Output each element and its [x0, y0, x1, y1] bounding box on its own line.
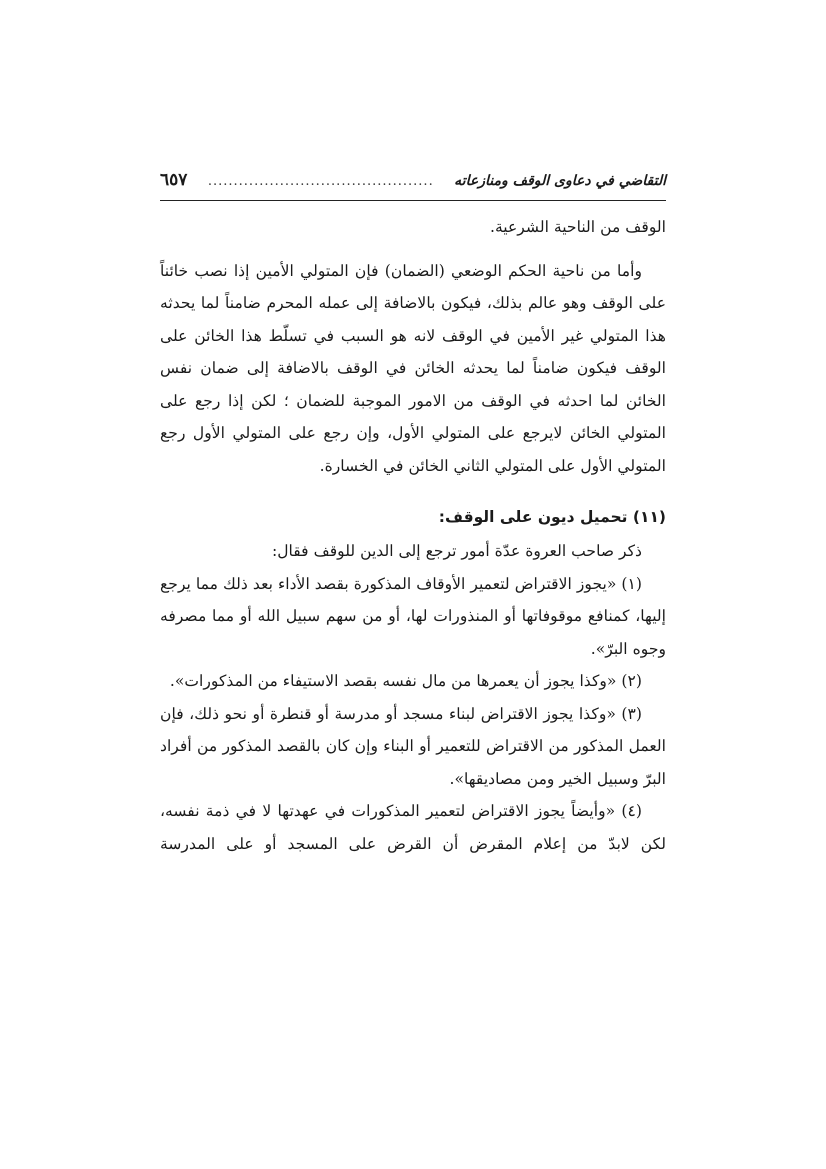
- section-heading: (١١) تحميل ديون على الوقف:: [438, 508, 666, 526]
- page-number: ٦٥٧: [160, 170, 188, 190]
- paragraph-gap: [160, 244, 666, 255]
- paragraph-liability: وأما من ناحية الحكم الوضعي (الضمان) فإن المتولي الأمين إذا نصب خائناً على الوقف وهو عالم بذلك، فيكون بالاضافة إلى عمله المحرم ضامناً لما يحدثه هذا المتولي غير الأمين في الوقف لانه هو السبب في تسلّط هذا الخائن على الوقف فيكون ضامناً لما يحدثه الخائن في الوقف بالاضافة إلى ضمان نفس الخائن لما احدثه في الوقف من الامور الموجبة للضمان ؛ لكن إذا رجع على المتولي الخائن لايرجع على المتولي الأول، وإن رجع على المتولي الأول رجع المتولي الأول على المتولي الثاني الخائن في الخسارة.: [160, 261, 666, 475]
- book-page: [160, 170, 666, 860]
- paragraph-gap: [160, 482, 666, 493]
- running-header: [160, 170, 666, 201]
- list-item: (٢) «وكذا يجوز أن يعمرها من مال نفسه بقصد الاستيفاء من المذكورات».: [169, 672, 642, 690]
- header-title: التقاضي في دعاوى الوقف ومنازعاته: [454, 173, 666, 189]
- paragraph-opening: الوقف من الناحية الشرعية.: [489, 218, 666, 236]
- list-item: (٤) «وأيضاً يجوز الاقتراض لتعمير المذكورات في عهدتها لا في ذمة نفسه، لكن لابدّ من إعلام المقرض أن القرض على المسجد أو على المدرسة: [160, 802, 666, 853]
- list-item: (٣) «وكذا يجوز الاقتراض لبناء مسجد أو مدرسة أو قنطرة أو نحو ذلك، فإن العمل المذكور من الاقتراض للتعمير أو البناء وإن كان بالقصد المذكور من أفراد البرّ وسبيل الخير ومن مصاديقها».: [160, 704, 666, 788]
- header-leader-dots: ............................................: [207, 174, 434, 189]
- list-item: (١) «يجوز الاقتراض لتعمير الأوقاف المذكورة بقصد الأداء بعد ذلك مما يرجع إليها، كمنافع موقوفاتها أو المنذورات لها، أو من سهم سبيل الله أو مما مصرفه وجوه البرّ».: [160, 574, 666, 658]
- section-intro: ذكر صاحب العروة عدّة أمور ترجع إلى الدين للوقف فقال:: [271, 542, 642, 560]
